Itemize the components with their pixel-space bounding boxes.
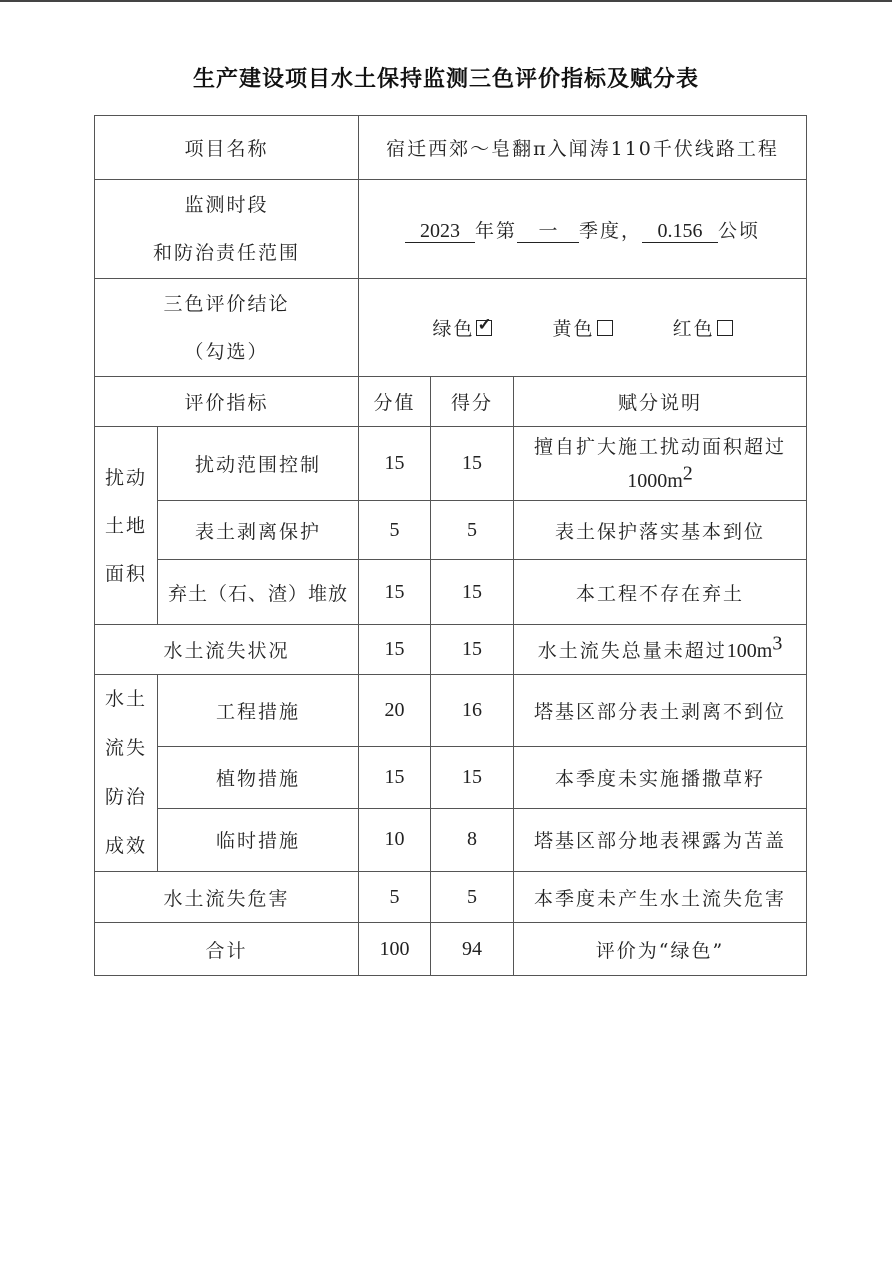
evaluation-table <box>94 115 807 976</box>
area-value: 0.156 <box>642 220 718 243</box>
indicator-name: 扰动范围控制 <box>158 427 359 501</box>
note-cell <box>514 427 807 501</box>
project-name: 宿迁西郊～皂翻π入闻涛110千伏线路工程 <box>359 116 807 180</box>
period-label-line2: 和防治责任范围 <box>153 242 301 264</box>
quarter-suffix: 季度， <box>579 219 643 242</box>
indicator-name: 水土流失危害 <box>95 872 359 923</box>
value-cell: 15 <box>359 625 431 675</box>
total-row <box>95 923 807 976</box>
group-label-part: 流失 <box>104 737 147 759</box>
project-label: 项目名称 <box>95 116 359 180</box>
header-score: 得分 <box>431 377 514 427</box>
score-cell: 15 <box>431 560 514 625</box>
header-note: 赋分说明 <box>514 377 807 427</box>
indicator-name: 临时措施 <box>158 808 359 871</box>
checked-box-icon[interactable] <box>476 320 492 336</box>
indicator-name: 表土剥离保护 <box>158 501 359 560</box>
option-red-label: 红色 <box>672 318 715 340</box>
option-yellow[interactable] <box>553 314 613 341</box>
indicator-name: 植物措施 <box>158 747 359 808</box>
period-label-line1: 监测时段 <box>184 194 269 216</box>
note-text: 水土流失总量未超过 <box>537 640 727 662</box>
option-yellow-label: 黄色 <box>552 318 595 340</box>
score-cell: 5 <box>431 872 514 923</box>
value-cell: 15 <box>359 427 431 501</box>
table-row <box>95 427 807 501</box>
score-cell: 15 <box>431 747 514 808</box>
note-number: 100m <box>726 640 773 662</box>
conclusion-label-line2: （勾选） <box>184 340 269 363</box>
note-cell: 表土保护落实基本到位 <box>514 501 807 560</box>
table-row <box>95 625 807 675</box>
table-row <box>95 560 807 625</box>
value-cell: 15 <box>359 747 431 808</box>
note-cell: 塔基区部分表土剥离不到位 <box>514 675 807 747</box>
score-cell: 8 <box>431 808 514 871</box>
project-row <box>95 116 807 180</box>
checkbox-icon[interactable] <box>597 320 613 336</box>
conclusion-label <box>95 279 359 377</box>
note-cell <box>514 625 807 675</box>
group-label-part: 防治 <box>104 786 147 808</box>
indicator-name: 工程措施 <box>158 675 359 747</box>
score-cell: 15 <box>431 625 514 675</box>
conclusion-label-line1: 三色评价结论 <box>163 292 290 315</box>
total-score: 94 <box>431 923 514 976</box>
note-cell: 本季度未实施播撒草籽 <box>514 747 807 808</box>
group-label-part: 扰动 <box>104 466 147 489</box>
table-row <box>95 872 807 923</box>
table-row <box>95 675 807 747</box>
area-unit: 公顷 <box>718 219 761 242</box>
score-cell: 5 <box>431 501 514 560</box>
indicator-name: 弃土（石、渣）堆放 <box>158 560 359 625</box>
option-green-label: 绿色 <box>432 318 475 340</box>
note-cell: 本季度未产生水土流失危害 <box>514 872 807 923</box>
total-note: 评价为“绿色” <box>514 923 807 976</box>
option-red[interactable] <box>673 314 733 341</box>
year-value: 2023 <box>405 220 475 243</box>
group-disturbed-area <box>95 427 158 625</box>
option-green[interactable] <box>432 314 492 341</box>
page-title: 生产建设项目水土保持监测三色评价指标及赋分表 <box>192 67 699 92</box>
header-value: 分值 <box>359 377 431 427</box>
table-row <box>95 747 807 808</box>
header-row <box>95 377 807 427</box>
value-cell: 5 <box>359 501 431 560</box>
period-label <box>95 180 359 279</box>
group-label-part: 面积 <box>104 562 147 585</box>
note-superscript: 2 <box>682 462 693 485</box>
table-row <box>95 501 807 560</box>
period-value <box>359 180 807 279</box>
note-cell: 本工程不存在弃土 <box>514 560 807 625</box>
period-row <box>95 180 807 279</box>
note-text: 擅自扩大施工扰动面积超过 <box>534 435 787 458</box>
top-border <box>0 0 892 2</box>
conclusion-row <box>95 279 807 377</box>
value-cell: 15 <box>359 560 431 625</box>
score-cell: 16 <box>431 675 514 747</box>
value-cell: 20 <box>359 675 431 747</box>
total-label: 合计 <box>95 923 359 976</box>
group-label-part: 水土 <box>104 688 147 710</box>
group-label-part: 成效 <box>104 835 147 857</box>
total-value: 100 <box>359 923 431 976</box>
note-superscript: 3 <box>772 632 783 655</box>
note-cell: 塔基区部分地表裸露为苫盖 <box>514 808 807 871</box>
group-erosion-control <box>95 675 158 872</box>
indicator-name: 水土流失状况 <box>95 625 359 675</box>
checkbox-icon[interactable] <box>717 320 733 336</box>
group-label-part: 土地 <box>104 514 147 537</box>
year-suffix: 年第 <box>475 219 518 242</box>
conclusion-options <box>359 279 807 377</box>
score-cell: 15 <box>431 427 514 501</box>
value-cell: 5 <box>359 872 431 923</box>
value-cell: 10 <box>359 808 431 871</box>
table-row <box>95 808 807 871</box>
header-indicator: 评价指标 <box>95 377 359 427</box>
quarter-value: 一 <box>517 220 579 243</box>
note-number: 1000m <box>627 469 683 492</box>
